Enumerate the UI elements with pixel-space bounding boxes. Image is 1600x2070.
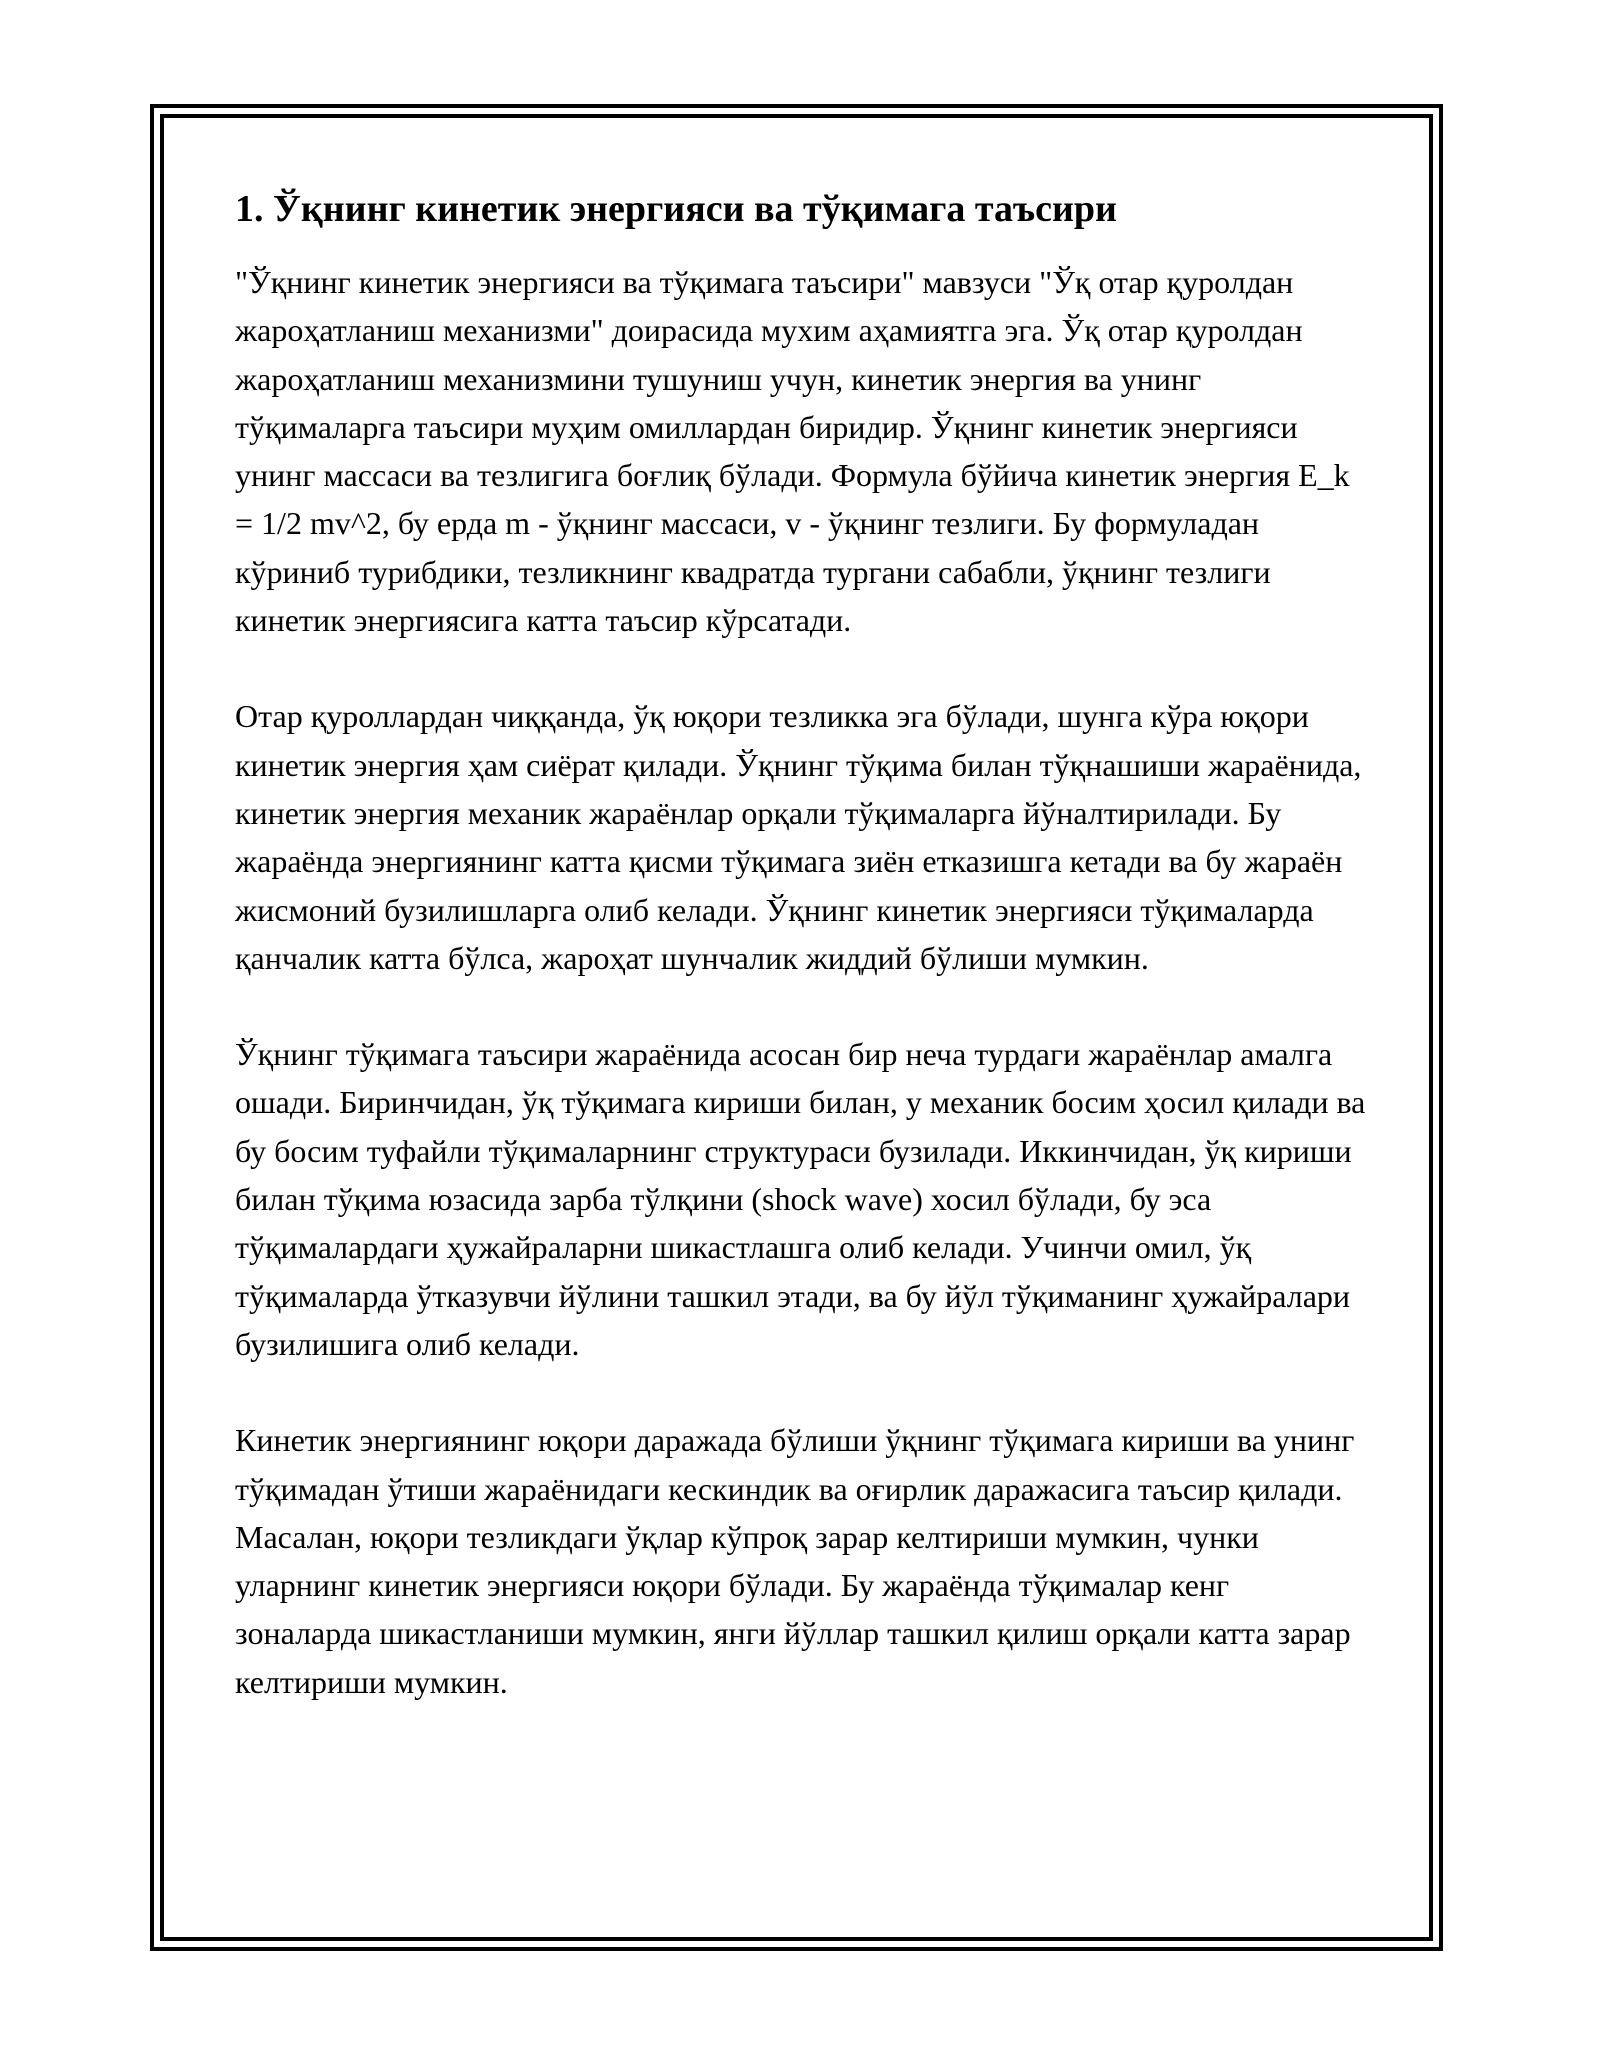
paragraph-4: Кинетик энергиянинг юқори даражада бўлиши ўқнинг тўқимага кириши ва унинг тўқимадан ўтиши жараёнидаги кескиндик ва оғирлик даражасига таъсир қилади. Масалан, юқори тезликдаги ўқлар кўпроқ зарар келтириши мумкин, чунки уларнинг кинетик энергияси юқори бўлади. Бу жараёнда тўқималар кенг зоналарда шикастланиши мумкин, янги йўллар ташкил қилиш орқали катта зарар келтириши мумкин. — [235, 1422, 1355, 1700]
document-body — [235, 186, 1370, 1754]
paragraph-3: Ўқнинг тўқимага таъсири жараёнида асосан бир неча турдаги жараёнлар амалга ошади. Биринчидан, ўқ тўқимага кириши билан, у механик босим ҳосил қилади ва бу босим туфайли тўқималарнинг структураси бузилади. Иккинчидан, ўқ кириши билан тўқима юзасида зарба тўлқини (shock wave) хосил бўлади, бу эса тўқималардаги ҳужайраларни шикастлашга олиб келади. Учинчи омил, ўқ тўқималарда ўтказувчи йўлини ташкил этади, ва бу йўл тўқиманинг ҳужайралари бузилишига олиб келади. — [235, 1036, 1366, 1362]
paragraph-1: "Ўқнинг кинетик энергияси ва тўқимага таъсири" мавзуси "Ўқ отар қуролдан жароҳатланиш механизми" доирасида мухим аҳамиятга эга. Ўқ отар қуролдан жароҳатланиш механизмини тушуниш учун, кинетик энергия ва унинг тўқималарга таъсири муҳим омиллардан биридир. Ўқнинг кинетик энергияси унинг массаси ва тезлигига боғлиқ бўлади. Формула бўйича кинетик энергия E_k = 1/2 mv^2, бу ерда m - ўқнинг массаси, v - ўқнинг тезлиги. Бу формуладан кўриниб турибдики, тезликнинг квадратда тургани сабабли, ўқнинг тезлиги кинетик энергиясига катта таъсир кўрсатади. — [235, 264, 1350, 639]
section-heading: 1. Ўқнинг кинетик энергияси ва тўқимага таъсири — [235, 188, 1117, 230]
paragraph-2: Отар қуроллардан чиққанда, ўқ юқори тезликка эга бўлади, шунга кўра юқори кинетик энергия ҳам сиёрат қилади. Ўқнинг тўқима билан тўқнашиши жараёнида, кинетик энергия механик жараёнлар орқали тўқималарга йўналтирилади. Бу жараёнда энергиянинг катта қисми тўқимага зиён етказишга кетади ва бу жараён жисмоний бузилишларга олиб келади. Ўқнинг кинетик энергияси тўқималарда қанчалик катта бўлса, жароҳат шунчалик жиддий бўлиши мумкин. — [235, 698, 1362, 976]
